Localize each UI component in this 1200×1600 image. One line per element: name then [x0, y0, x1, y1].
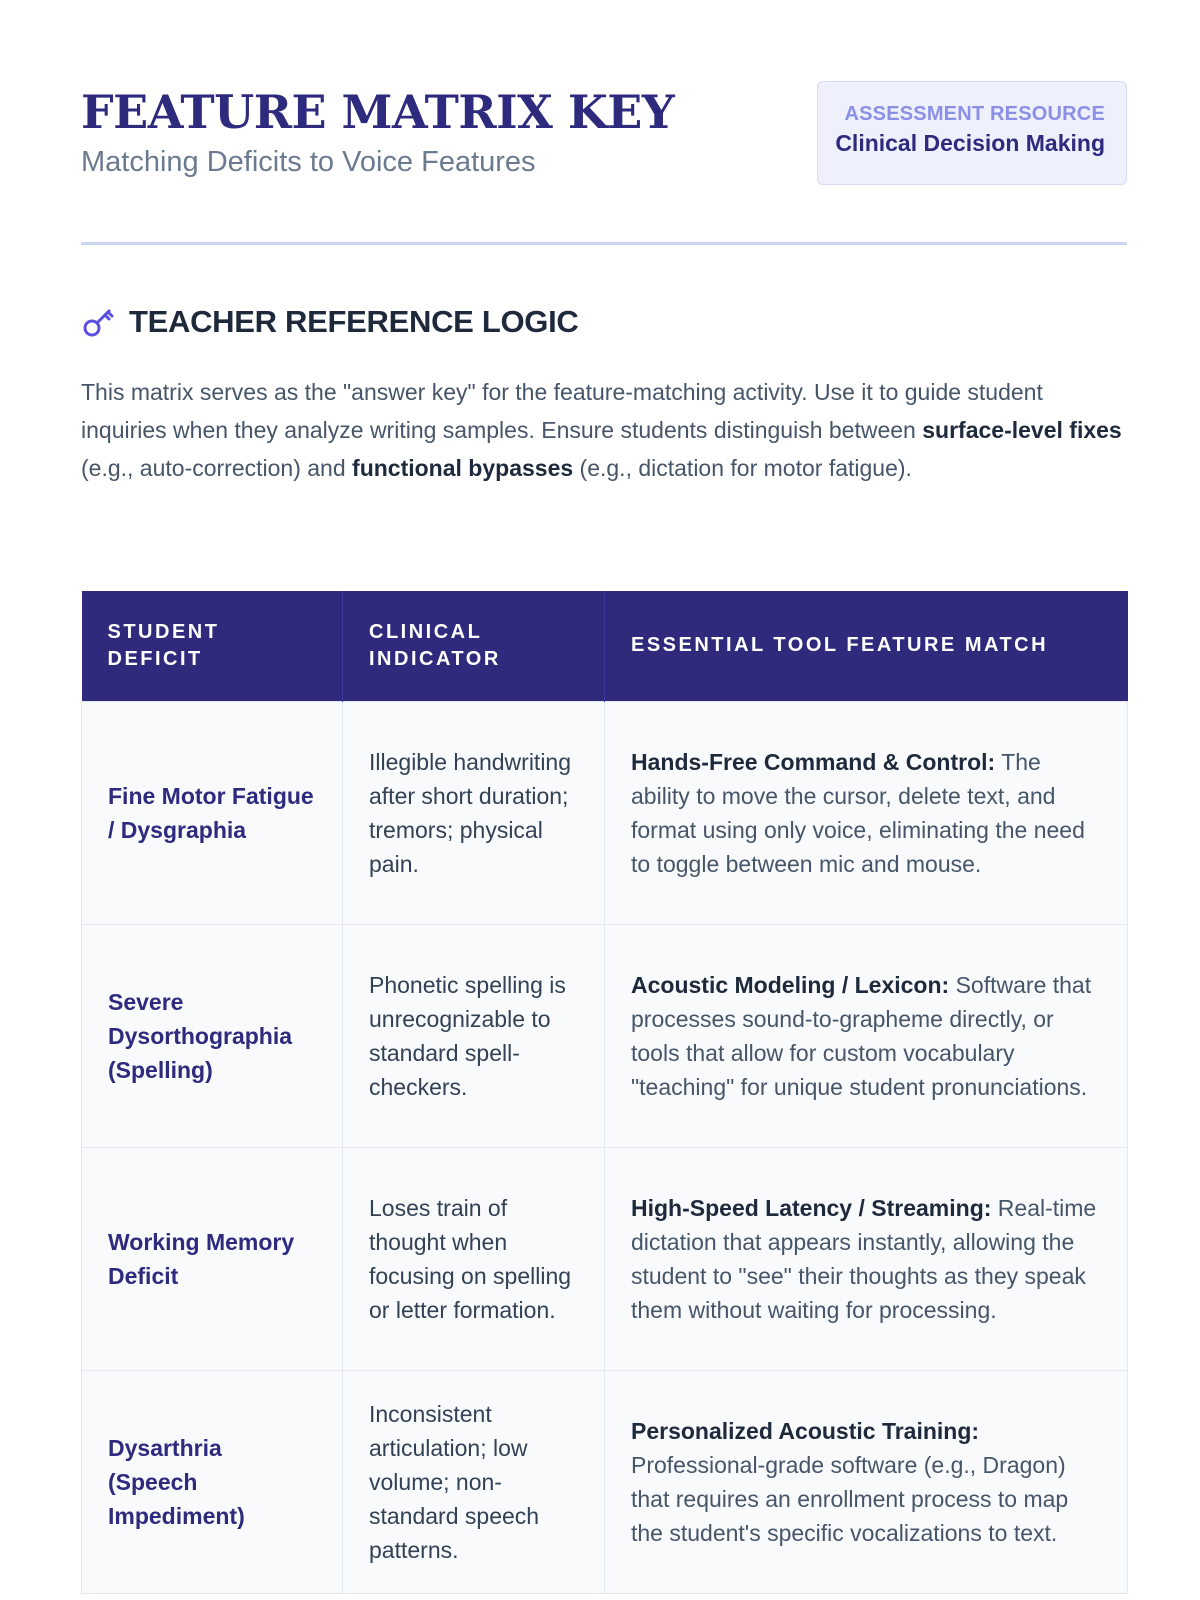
feature-text: The ability to move the cursor, delete text, and format using only voice, eliminating the need to toggle between mic and mouse.: [631, 748, 1085, 877]
indicator-cell: Loses train of thought when focusing on spelling or letter formation.: [343, 1147, 605, 1370]
feature-title: Personalized Acoustic Training:: [631, 1417, 980, 1444]
feature-title: Acoustic Modeling / Lexicon:: [631, 971, 950, 998]
feature-text: Software that processes sound-to-grapheme directly, or tools that allow for custom vocabulary "teaching" for unique student pronunciations.: [631, 971, 1092, 1100]
table-header-row: [82, 591, 1128, 701]
column-header-indicator: CLINICAL INDICATOR: [343, 591, 605, 701]
column-header-deficit: STUDENT DEFICIT: [82, 591, 343, 701]
resource-badge: [817, 81, 1127, 185]
intro-text-1: This matrix serves as the "answer key" for the feature-matching activity. Use it to guide student inquiries when they analyze writing samples. Ensure students distinguish between: [81, 379, 1043, 443]
badge-label: ASSESSMENT RESOURCE: [844, 103, 1105, 125]
section-title: TEACHER REFERENCE LOGIC: [129, 304, 579, 339]
feature-cell: [605, 1147, 1128, 1370]
section-heading: [81, 302, 579, 342]
table-row: [82, 1147, 1128, 1370]
table-row: [82, 1370, 1128, 1593]
deficit-cell: Fine Motor Fatigue / Dysgraphia: [82, 701, 343, 924]
indicator-cell: Illegible handwriting after short duration; tremors; physical pain.: [343, 701, 605, 924]
feature-text: Professional-grade software (e.g., Dragon) that requires an enrollment process to map the student's specific vocalizations to text.: [631, 1451, 1069, 1546]
indicator-cell: Phonetic spelling is unrecognizable to standard spell-checkers.: [343, 924, 605, 1147]
feature-cell: [605, 1370, 1128, 1593]
deficit-cell: Dysarthria (Speech Impediment): [82, 1370, 343, 1593]
page-title: FEATURE MATRIX KEY: [81, 85, 675, 139]
feature-title: High-Speed Latency / Streaming:: [631, 1194, 992, 1221]
intro-text-3: (e.g., dictation for motor fatigue).: [573, 455, 912, 481]
key-icon: [81, 305, 115, 339]
feature-text: Real-time dictation that appears instantly, allowing the student to "see" their thoughts as they speak them without waiting for processing.: [631, 1194, 1097, 1323]
feature-title: Hands-Free Command & Control:: [631, 748, 996, 775]
page-subtitle: Matching Deficits to Voice Features: [81, 146, 536, 178]
intro-paragraph: [81, 373, 1127, 487]
table-row: [82, 701, 1128, 924]
feature-cell: [605, 701, 1128, 924]
intro-bold-2: functional bypasses: [352, 455, 574, 481]
table-row: [82, 924, 1128, 1147]
feature-cell: [605, 924, 1128, 1147]
badge-value: Clinical Decision Making: [835, 130, 1105, 156]
deficit-cell: Severe Dysorthographia (Spelling): [82, 924, 343, 1147]
indicator-cell: Inconsistent articulation; low volume; non-standard speech patterns.: [343, 1370, 605, 1593]
header-divider: [81, 242, 1127, 245]
intro-text-2: (e.g., auto-correction) and: [81, 455, 353, 481]
column-header-feature: ESSENTIAL TOOL FEATURE MATCH: [605, 591, 1128, 701]
page-header: [81, 80, 1127, 190]
deficit-cell: Working Memory Deficit: [82, 1147, 343, 1370]
intro-bold-1: surface-level fixes: [922, 417, 1122, 443]
feature-matrix-table: [81, 591, 1128, 1594]
